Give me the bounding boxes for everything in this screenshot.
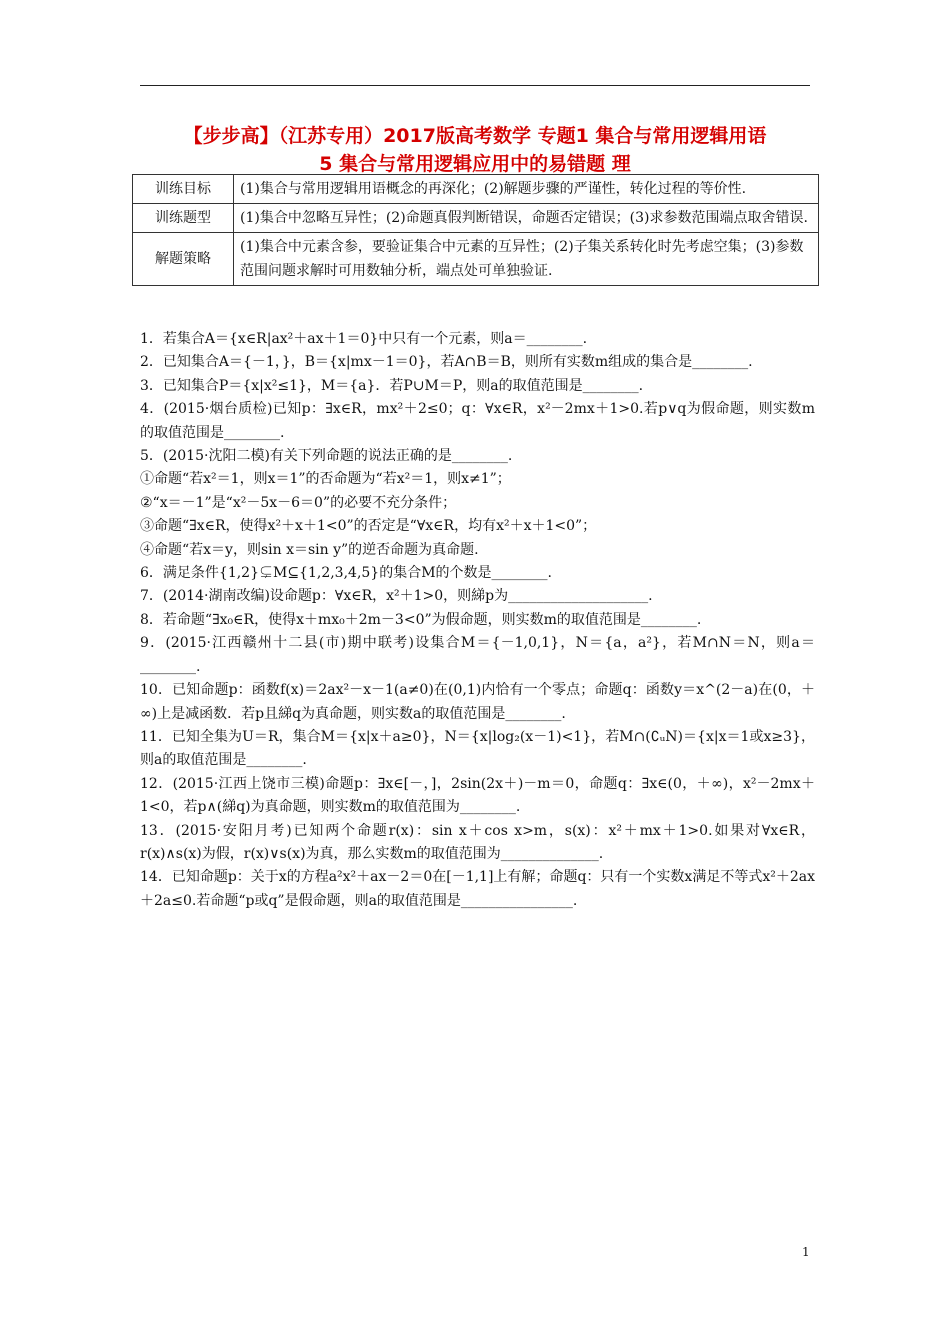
problem-8: 8．若命题“∃x₀∈R，使得x＋mx₀＋2m－3<0”为假命题，则实数m的取值范围是________. <box>140 611 702 628</box>
row-key: 训练题型 <box>133 204 234 233</box>
problem-1: 1．若集合A＝{x∈R|ax²＋ax＋1＝0}中只有一个元素，则a＝________. <box>140 331 588 347</box>
problem-11: 11．已知全集为U＝R，集合M＝{x|x＋a≥0}，N＝{x|log₂(x－1)<1}，若M∩(∁ᵤN)＝{x|x＝1或x≥3}，则a的取值范围是________. <box>140 728 815 769</box>
problem-12: 12．(2015·江西上饶市三模)命题p：∃x∈[－，]，2sin(2x＋)－m＝0，命题q：∃x∈(0，＋∞)，x²－2mx＋1<0，若p∧(綈q)为真命题，则实数m的取值范围为________. <box>140 775 815 816</box>
problem-2: 2．已知集合A＝{－1，}，B＝{x|mx－1＝0}，若A∩B＝B，则所有实数m组成的集合是________. <box>140 354 753 371</box>
row-key: 解题策略 <box>133 233 234 286</box>
problem-list <box>140 328 815 913</box>
problem-5: 5．(2015·沈阳二模)有关下列命题的说法正确的是________. <box>140 448 513 465</box>
table-row <box>133 204 819 233</box>
header-rule <box>140 85 810 86</box>
problem-5-option-4: ④命题“若x＝y，则sin x＝sin y”的逆否命题为真命题. <box>140 541 479 558</box>
problem-5-option-1: ①命题“若x²＝1，则x＝1”的否命题为“若x²＝1，则x≠1”； <box>140 471 511 488</box>
page-number: 1 <box>802 1245 810 1259</box>
training-info-table <box>132 174 819 286</box>
row-key: 训练目标 <box>133 175 234 204</box>
problem-7: 7．(2014·湖南改编)设命题p：∀x∈R，x²＋1>0，则綈p为____________________. <box>140 588 653 605</box>
problem-5-option-2: ②“x＝－1”是“x²－5x－6＝0”的必要不充分条件； <box>140 494 457 511</box>
problem-14: 14．已知命题p：关于x的方程a²x²＋ax－2＝0在[－1,1]上有解；命题q：只有一个实数x满足不等式x²＋2ax＋2a≤0.若命题“p或q”是假命题，则a的取值范围是________________. <box>140 869 815 909</box>
table-row <box>133 175 819 204</box>
row-value: (1)集合中元素含参，要验证集合中元素的互异性；(2)子集关系转化时先考虑空集；(3)参数范围问题求解时可用数轴分析，端点处可单独验证. <box>234 233 819 286</box>
problem-6: 6．满足条件{1,2}⊊M⊆{1,2,3,4,5}的集合M的个数是________. <box>140 565 552 582</box>
row-value: (1)集合与常用逻辑用语概念的再深化；(2)解题步骤的严谨性，转化过程的等价性. <box>234 175 819 204</box>
problem-3: 3．已知集合P＝{x|x²≤1}，M＝{a}．若P∪M＝P，则a的取值范围是________. <box>140 377 644 394</box>
row-value: (1)集合中忽略互异性；(2)命题真假判断错误，命题否定错误；(3)求参数范围端点取舍错误. <box>234 204 819 233</box>
title-line-2: 5 集合与常用逻辑应用中的易错题 理 <box>319 153 631 175</box>
problem-4: 4．(2015·烟台质检)已知p：∃x∈R，mx²＋2≤0；q：∀x∈R，x²－2mx＋1>0.若p∨q为假命题，则实数m的取值范围是________. <box>140 401 815 441</box>
problem-9: 9．(2015·江西赣州十二县(市)期中联考)设集合M＝{－1,0,1}，N＝{a，a²}，若M∩N＝N，则a＝________. <box>140 635 815 675</box>
document-title <box>130 122 820 178</box>
table-row <box>133 233 819 286</box>
problem-13: 13．(2015·安阳月考)已知两个命题r(x)：sin x＋cos x>m，s(x)：x²＋mx＋1>0.如果对∀x∈R，r(x)∧s(x)为假，r(x)∨s(x)为真，那么实数m的取值范围为______________. <box>140 822 815 862</box>
problem-10: 10．已知命题p：函数f(x)＝2ax²－x－1(a≠0)在(0,1)内恰有一个零点；命题q：函数y＝x^(2－a)在(0，＋∞)上是减函数．若p且綈q为真命题，则实数a的取值范围是________. <box>140 682 815 722</box>
problem-5-option-3: ③命题“∃x∈R，使得x²＋x＋1<0”的否定是“∀x∈R，均有x²＋x＋1<0”； <box>140 518 597 535</box>
title-line-1: 【步步高】（江苏专用）2017版高考数学 专题1 集合与常用逻辑用语 <box>183 125 767 147</box>
